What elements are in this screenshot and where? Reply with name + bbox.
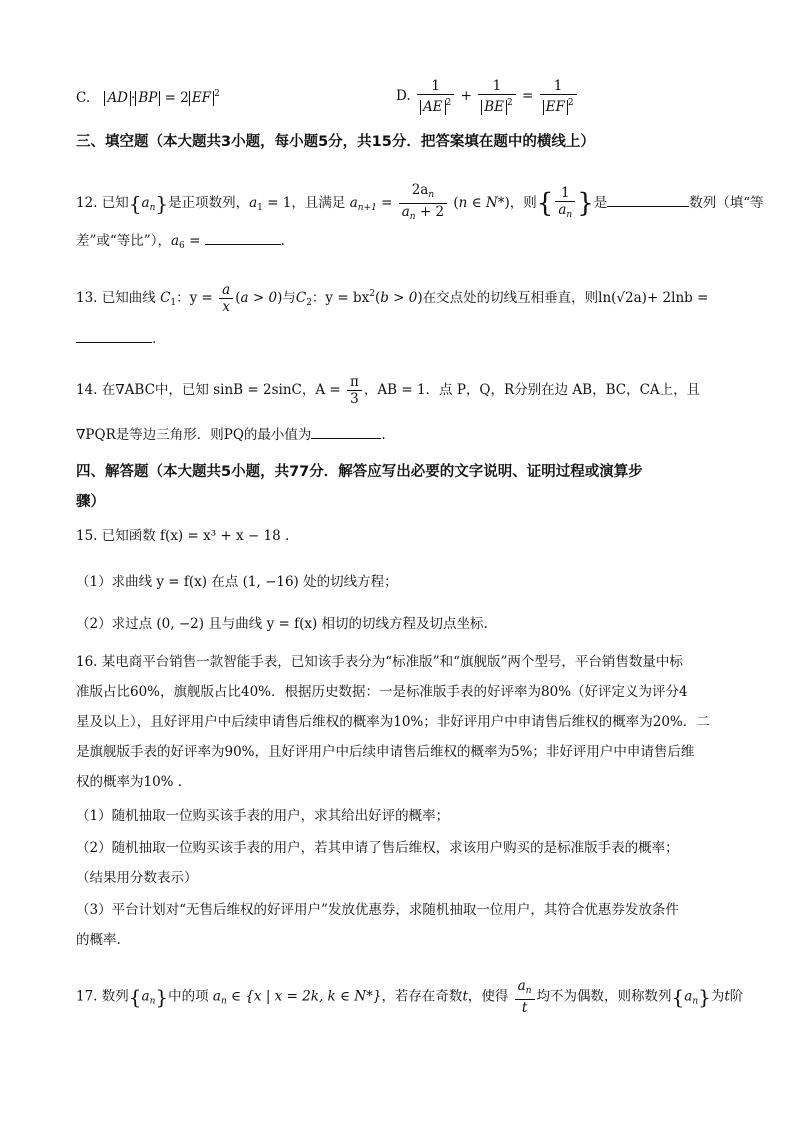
question-16-part-1: （1）随机抽取一位购买该手表的用户，求其给出好评的概率；	[76, 808, 450, 824]
question-15-part-2: （2）求过点 (0, −2) 且与曲线 y = f(x) 相切的切线方程及切点坐标.	[76, 616, 488, 632]
question-16-part-3-line-2: 的概率.	[76, 932, 121, 948]
frac-1-ef: $\frac{1}{EF ^2}$	[540, 78, 577, 115]
option-c-expression: AD · BP = 2 EF $^2$	[104, 90, 219, 106]
question-14-line-2: ∇PQR是等边三角形．则PQ的最小值为 .	[76, 424, 734, 445]
q12-recurrence-fraction: $\frac{2a_n}{a_n + 2}$	[399, 182, 447, 225]
q12-blank-1[interactable]	[607, 192, 689, 207]
section-4-heading-line-2: 骤）	[76, 494, 105, 510]
frac-1-ae: $\frac{1}{AE ^2}$	[417, 78, 454, 115]
question-16-line-3: 星及以上），且好评用户中后续申请售后维权的概率为10%；非好评用户中申请售后维权的概率为20%．二	[76, 714, 710, 730]
section-3-heading: 三、填空题（本大题共3小题，每小题5分，共15分．把答案填在题中的横线上）	[76, 134, 595, 150]
frac-1-be: $\frac{1}{BE ^2}$	[478, 78, 516, 115]
q14-blank[interactable]	[311, 424, 381, 439]
question-16-line-1: 16. 某电商平台销售一款智能手表，已知该手表分为“标准版”和“旗舰版”两个型号，平台销售数量中标	[76, 654, 683, 670]
question-12-line-1: 12. 已知$\{a_n\}$是正项数列，$a_1 = 1$，且满足 $a_{n+1}$ = $\frac{2a_n}{a_n + 2}$ (n ∈ N*)，则{ $\frac{1}{a_n}$ }是 数列（填“等	[76, 182, 734, 225]
question-17-line-1: 17. 数列$\{a_n\}$中的项 $a_n$ ∈ {x | x = 2k, k ∈ N*}，若存在奇数t，使得 $\frac{a_n}{t}$ 均不为偶数，则称数列$\{a_n\}$为t阶	[76, 978, 744, 1016]
q13-blank[interactable]	[76, 328, 152, 343]
question-13-line-2: .	[76, 328, 734, 349]
section-4-heading-line-1: 四、解答题（本大题共5小题，共77分．解答应写出必要的文字说明、证明过程或演算步	[76, 464, 643, 480]
question-16-part-2-note: （结果用分数表示）	[76, 870, 198, 886]
question-16-line-2: 准版占比60%，旗舰版占比40%．根据历史数据：一是标准版手表的好评率为80%（好评定义为评分4	[76, 684, 688, 700]
question-14-line-1: 14. 在∇ABC中，已知 sinB = 2sinC，A = $\frac{\pi}{3}$ ，AB = 1．点 P，Q，R分别在边 AB，BC，CA上，且	[76, 374, 701, 407]
question-16-line-5: 权的概率为10% .	[76, 774, 183, 790]
option-c-label: C.	[76, 90, 91, 106]
question-15-stem: 15. 已知函数 f(x) = x³ + x − 18 .	[76, 528, 290, 544]
question-16-part-3-line-1: （3）平台计划对“无售后维权的好评用户”发放优惠券，求随机抽取一位用户，其符合优惠券发放条件	[76, 902, 679, 918]
question-16-line-4: 是旗舰版手表的好评率为90%，且好评用户中后续申请售后维权的概率为5%；非好评用户中申请售后维	[76, 744, 695, 760]
q12-blank-2[interactable]	[205, 230, 281, 245]
option-d: D. $\frac{1}{AE ^2}$ + $\frac{1}{BE ^2}$ = $\frac{1}{EF ^2}$	[396, 78, 579, 115]
question-15-part-1: （1）求曲线 y = f(x) 在点 (1, −16) 处的切线方程；	[76, 574, 398, 590]
question-12-line-2: 差”或“等比”），$a_6$ = .	[76, 230, 734, 256]
option-d-label: D.	[396, 88, 411, 104]
option-c-d-line	[76, 78, 734, 115]
question-13-line-1: 13. 已知曲线 $C_1$：y = $\frac{a}{x}$ (a > 0)与$C_2$：$y = bx^2(b > 0)$在交点处的切线互相垂直，则ln(√2a)+ 2lnb =	[76, 282, 709, 315]
question-16-part-2: （2）随机抽取一位购买该手表的用户，若其申请了售后维权，求该用户购买的是标准版手表的概率；	[76, 840, 679, 856]
